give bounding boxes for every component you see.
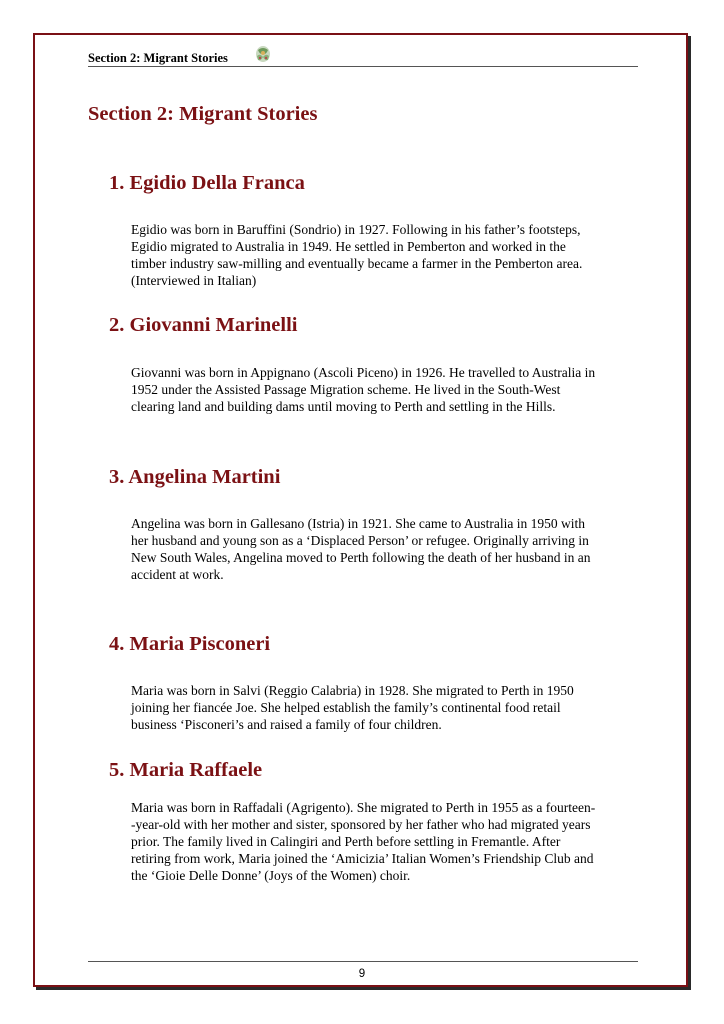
story-line: Angelina was born in Gallesano (Istria) in 1921. She came to Australia in 1950 with bbox=[131, 516, 586, 531]
story-line: retiring from work, Maria joined the ‘Amicizia’ Italian Women’s Friendship Club and bbox=[131, 851, 594, 866]
story-paragraph bbox=[131, 221, 641, 289]
story-line: the ‘Gioie Delle Donne’ (Joys of the Women) choir. bbox=[131, 868, 411, 883]
story-line: timber industry saw-milling and eventually became a farmer in the Pemberton area. bbox=[131, 256, 583, 271]
story-paragraph bbox=[131, 682, 641, 733]
story-line: clearing land and building dams until moving to Perth and settling in the Hills. bbox=[131, 399, 556, 414]
story-heading: 3. Angelina Martini bbox=[109, 466, 281, 488]
page-title: Section 2: Migrant Stories bbox=[88, 103, 318, 125]
story-line: 1952 under the Assisted Passage Migration scheme. He lived in the South-West bbox=[131, 382, 561, 397]
story-paragraph bbox=[131, 515, 641, 583]
story-line: (Interviewed in Italian) bbox=[131, 273, 257, 288]
story-line: Egidio was born in Baruffini (Sondrio) in 1927. Following in his father’s footsteps, bbox=[131, 222, 581, 237]
story-line: joining her fiancée Joe. She helped establish the family’s continental food retail bbox=[131, 700, 561, 715]
story-line: Egidio migrated to Australia in 1949. He settled in Pemberton and worked in the bbox=[131, 239, 566, 254]
story-line: Giovanni was born in Appignano (Ascoli Piceno) in 1926. He travelled to Australia in bbox=[131, 365, 596, 380]
story-paragraph bbox=[131, 799, 641, 884]
story-paragraph bbox=[131, 364, 641, 415]
story-line: Maria was born in Salvi (Reggio Calabria) in 1928. She migrated to Perth in 1950 bbox=[131, 683, 574, 698]
story-line: her husband and young son as a ‘Displaced Person’ or refugee. Originally arriving in bbox=[131, 533, 589, 548]
story-line: Maria was born in Raffadali (Agrigento). She migrated to Perth in 1955 as a fourteen- bbox=[131, 800, 596, 815]
footer-rule bbox=[88, 961, 638, 962]
floral-emblem-icon bbox=[254, 44, 272, 64]
story-line: accident at work. bbox=[131, 567, 224, 582]
story-line: prior. The family lived in Calingiri and Perth before settling in Fremantle. After bbox=[131, 834, 561, 849]
story-line: business ‘Pisconeri’s and raised a family of four children. bbox=[131, 717, 442, 732]
running-header bbox=[88, 44, 638, 67]
running-header-title: Section 2: Migrant Stories bbox=[88, 51, 228, 65]
page-number: 9 bbox=[358, 968, 366, 980]
story-line: New South Wales, Angelina moved to Perth following the death of her husband in an bbox=[131, 550, 591, 565]
story-heading: 2. Giovanni Marinelli bbox=[109, 314, 298, 336]
story-heading: 1. Egidio Della Franca bbox=[109, 172, 305, 194]
story-heading: 5. Maria Raffaele bbox=[109, 759, 263, 781]
story-heading: 4. Maria Pisconeri bbox=[109, 633, 271, 655]
story-line: -year-old with her mother and sister, sponsored by her father who had migrated years bbox=[131, 817, 591, 832]
